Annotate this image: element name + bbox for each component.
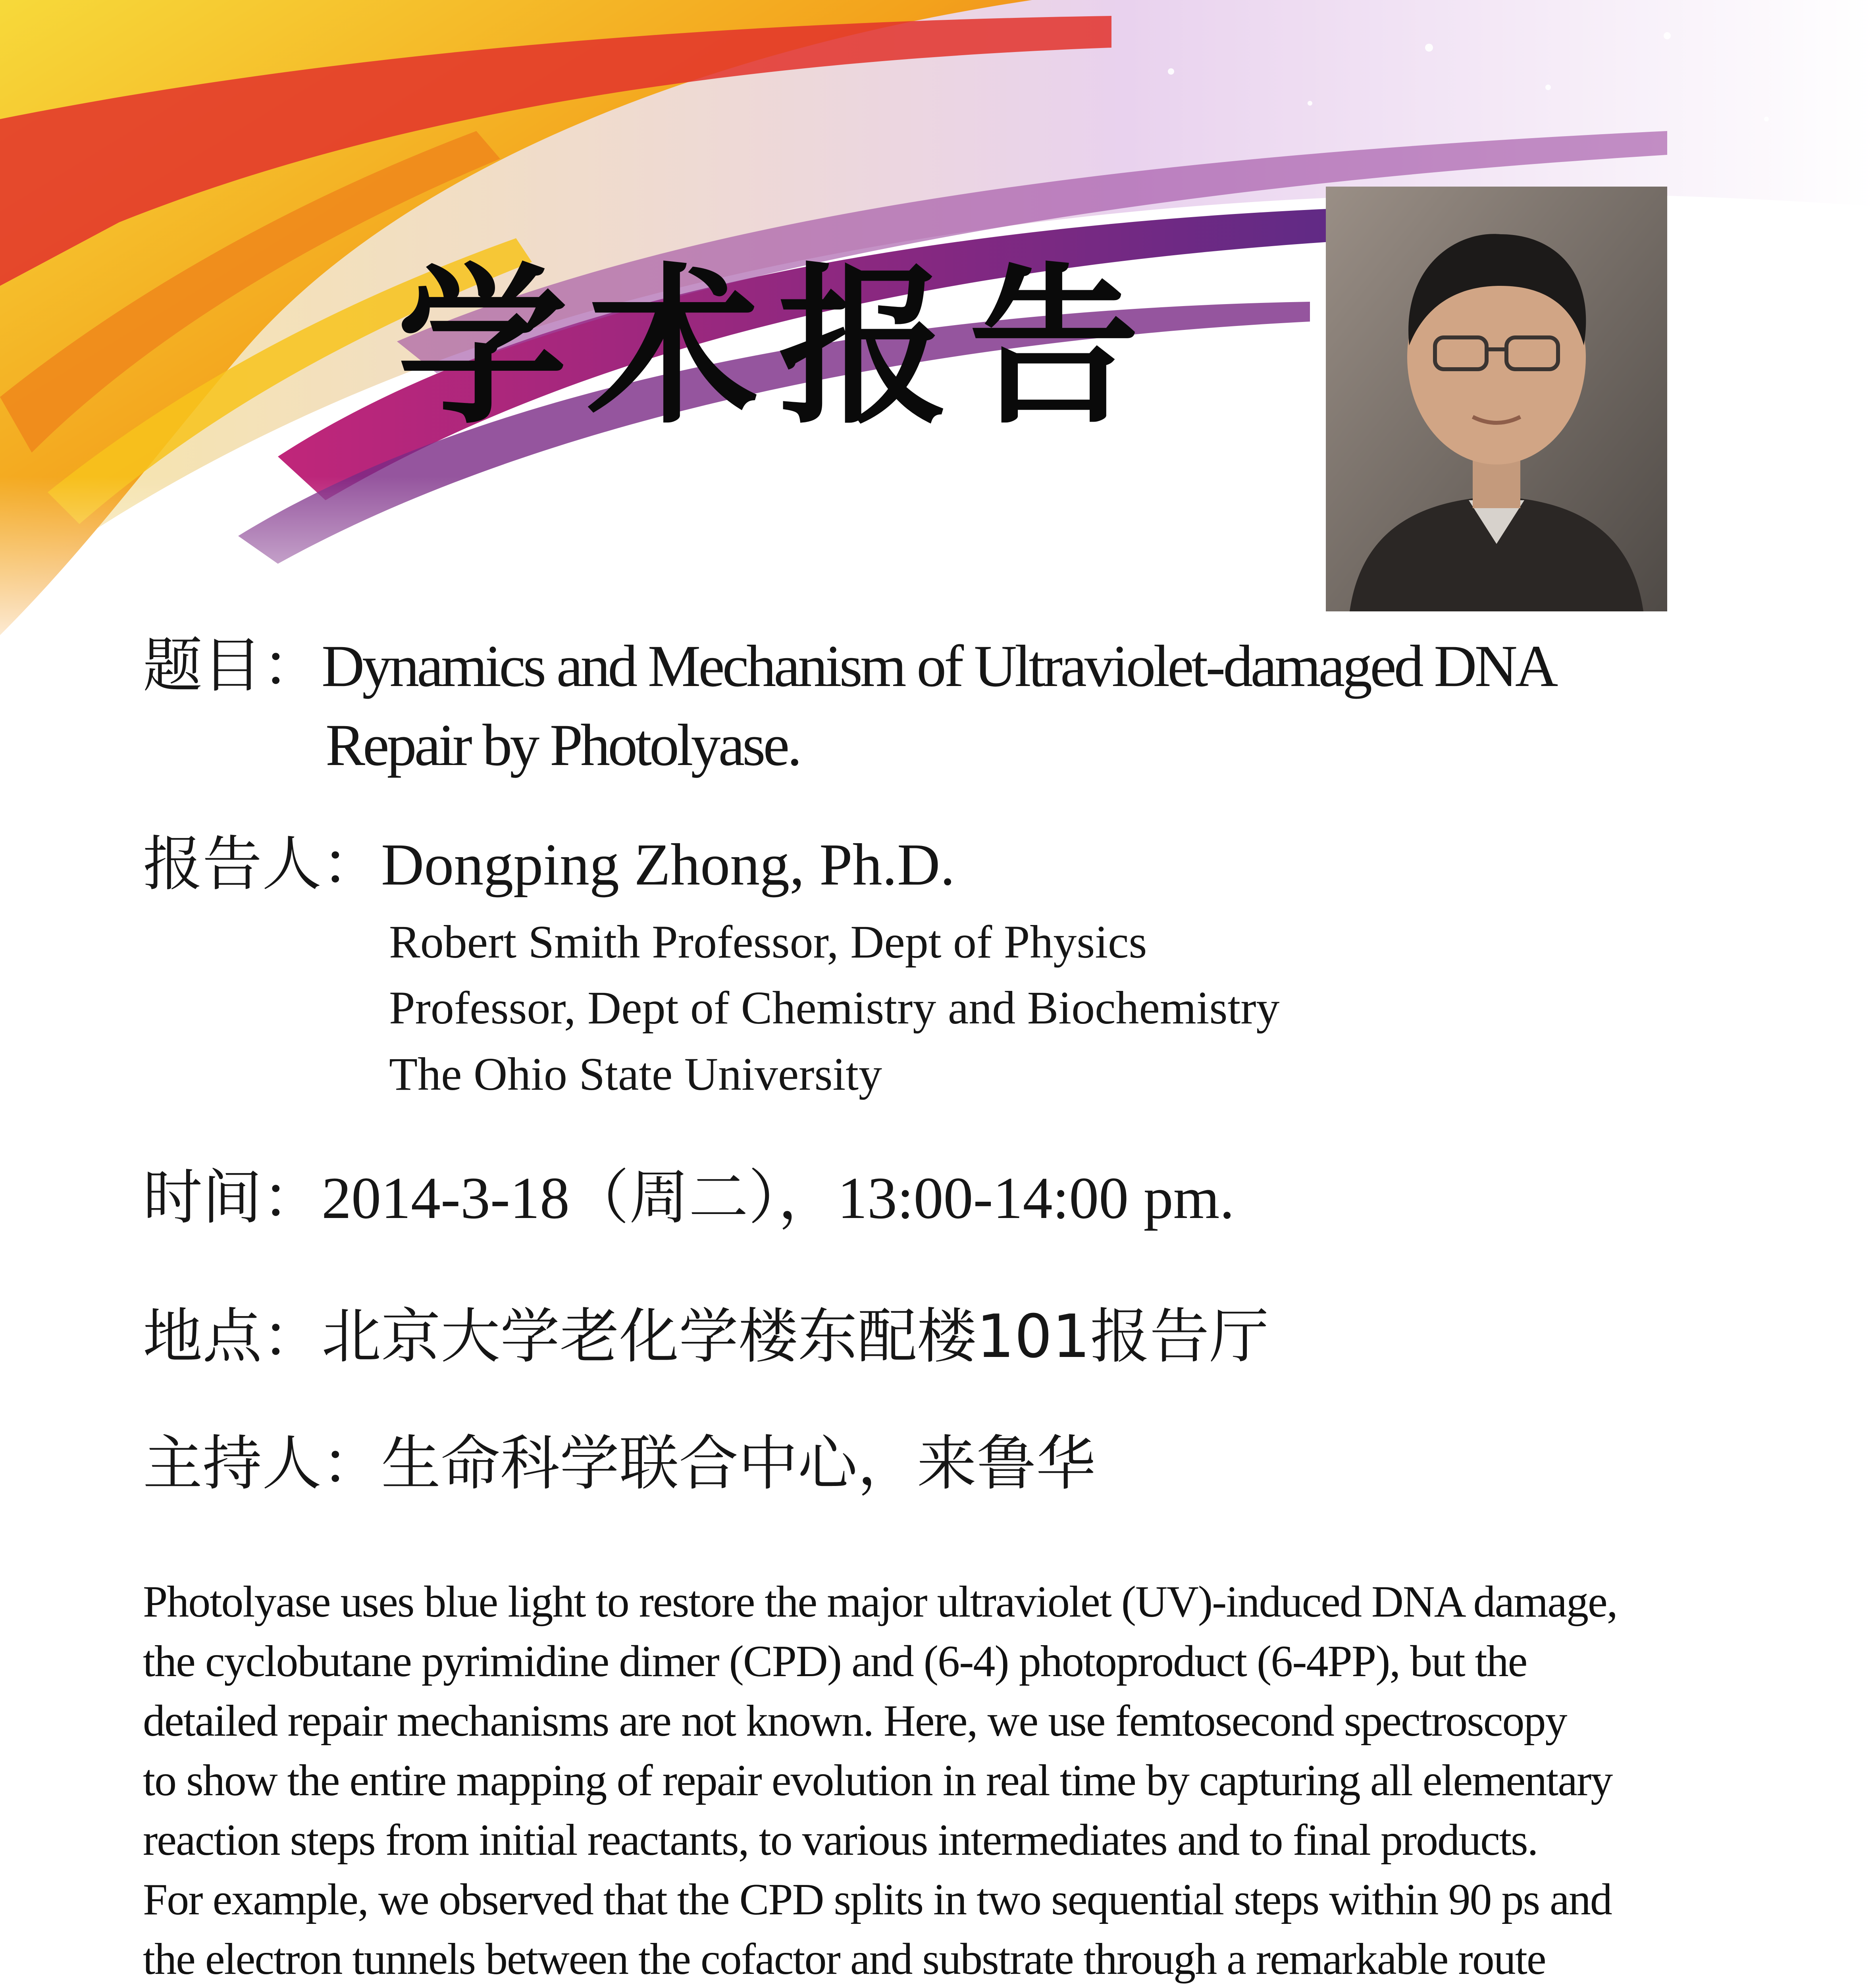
speaker-name: Dongping Zhong, Ph.D. (381, 832, 955, 898)
talk-title-label: 题目： (143, 631, 322, 700)
speaker-affiliations (389, 909, 1876, 1107)
time-label: 时间： (143, 1163, 322, 1232)
time-value: 2014-3-18（周二），13:00-14:00 pm. (322, 1165, 1235, 1231)
abstract-line: Photolyase uses blue light to restore the major ultraviolet (UV)-induced DNA damage, (143, 1577, 1617, 1627)
speaker-affiliation-1: Robert Smith Professor, Dept of Physics (389, 916, 1147, 968)
host-label: 主持人： (143, 1429, 381, 1498)
abstract-line: reaction steps from initial reactants, to various intermediates and to final products. (143, 1815, 1538, 1865)
abstract (143, 1572, 1731, 1985)
abstract-line: the electron tunnels between the cofactor and substrate through a remarkable route (143, 1935, 1546, 1984)
talk-title-block (143, 627, 1731, 705)
abstract-line: to show the entire mapping of repair evolution in real time by capturing all elementary (143, 1756, 1612, 1805)
speaker-label: 报告人： (143, 830, 381, 899)
abstract-line: the cyclobutane pyrimidine dimer (CPD) and (6-4) photoproduct (6-4PP), but the (143, 1637, 1527, 1686)
poster-headline: 学术报告 (397, 249, 1159, 447)
host-value: 生命科学联合中心，来鲁华 (381, 1429, 1096, 1498)
speaker-photo (1326, 187, 1667, 611)
speaker-affiliation-3: The Ohio State University (389, 1048, 882, 1100)
talk-title-line-2-row (326, 707, 1876, 784)
time-row (143, 1159, 1731, 1237)
speaker-affiliation-2: Professor, Dept of Chemistry and Biochemistry (389, 982, 1280, 1034)
abstract-line: detailed repair mechanisms are not known. Here, we use femtosecond spectroscopy (143, 1696, 1567, 1746)
host-row (143, 1425, 1731, 1503)
location-label: 地点： (143, 1302, 322, 1371)
location-value: 北京大学老化学楼东配楼101报告厅 (322, 1302, 1269, 1371)
abstract-line: For example, we observed that the CPD splits in two sequential steps within 90 ps and (143, 1875, 1612, 1924)
talk-title-line-2: Repair by Photolyase. (326, 712, 800, 778)
location-row (143, 1298, 1731, 1376)
speaker-block (143, 826, 1731, 904)
talk-title-line-1: Dynamics and Mechanism of Ultraviolet-damaged DNA (322, 633, 1556, 699)
